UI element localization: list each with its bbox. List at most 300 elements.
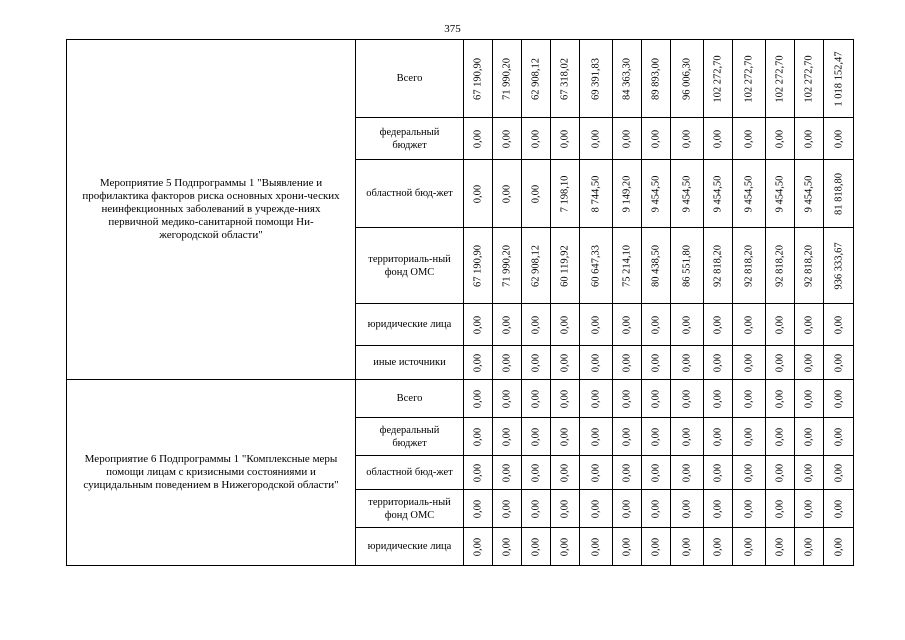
value-cell xyxy=(613,160,642,228)
value-cell xyxy=(580,346,613,380)
value-text: 0,00 xyxy=(530,129,542,148)
value-cell xyxy=(824,40,854,118)
value-cell xyxy=(824,456,854,490)
funding-source-label: юридические лица xyxy=(367,319,452,330)
value-text: 67 190,90 xyxy=(472,244,484,287)
value-text: 0,00 xyxy=(650,427,662,446)
value-text: 102 272,70 xyxy=(774,54,786,103)
value-cell xyxy=(766,228,795,304)
value-cell xyxy=(704,418,733,456)
value-text: 9 454,50 xyxy=(650,175,662,212)
value-cell xyxy=(493,456,522,490)
table-row xyxy=(67,40,854,118)
value-cell xyxy=(493,40,522,118)
value-text: 0,00 xyxy=(501,427,513,446)
value-cell xyxy=(464,160,493,228)
funding-source-cell xyxy=(356,528,464,566)
activity-title: Мероприятие 5 Подпрограммы 1 "Выявление и профилактика факторов риска основных хрони-ческих неинфекционных заболеваний в учрежде-ниях первичной медико-санитарной помощи Ни-жегородской области" xyxy=(82,177,340,241)
value-cell xyxy=(522,40,551,118)
value-cell xyxy=(580,490,613,528)
value-cell xyxy=(551,228,580,304)
value-cell xyxy=(795,118,824,160)
value-cell xyxy=(613,456,642,490)
value-text: 0,00 xyxy=(803,315,815,334)
value-text: 71 990,20 xyxy=(501,244,513,287)
value-text: 102 272,70 xyxy=(712,54,724,103)
value-text: 0,00 xyxy=(530,499,542,518)
value-cell xyxy=(613,304,642,346)
value-cell xyxy=(613,40,642,118)
value-text: 0,00 xyxy=(774,537,786,556)
value-text: 0,00 xyxy=(743,537,755,556)
value-text: 0,00 xyxy=(803,499,815,518)
value-text: 0,00 xyxy=(774,427,786,446)
value-text: 0,00 xyxy=(681,499,693,518)
value-cell xyxy=(671,528,704,566)
value-cell xyxy=(733,380,766,418)
value-text: 0,00 xyxy=(559,315,571,334)
value-cell xyxy=(551,418,580,456)
value-text: 0,00 xyxy=(472,315,484,334)
funding-source-label: иные источники xyxy=(373,357,446,368)
value-text: 0,00 xyxy=(743,499,755,518)
value-text: 0,00 xyxy=(774,499,786,518)
value-cell xyxy=(671,380,704,418)
funding-source-label: юридические лица xyxy=(367,541,452,552)
funding-source-cell xyxy=(356,118,464,160)
funding-table xyxy=(66,39,854,566)
value-cell xyxy=(642,418,671,456)
value-cell xyxy=(795,40,824,118)
value-text: 0,00 xyxy=(833,353,844,372)
value-cell xyxy=(493,228,522,304)
value-text: 0,00 xyxy=(621,499,633,518)
value-cell xyxy=(464,118,493,160)
value-cell xyxy=(522,490,551,528)
funding-source-label: территориаль-ный фонд ОМС xyxy=(368,496,451,521)
value-text: 0,00 xyxy=(621,427,633,446)
value-text: 0,00 xyxy=(501,463,513,482)
funding-source-label: федеральный бюджет xyxy=(379,126,440,151)
value-cell xyxy=(580,418,613,456)
value-cell xyxy=(522,160,551,228)
value-text: 0,00 xyxy=(833,427,844,446)
value-cell xyxy=(580,118,613,160)
value-cell xyxy=(613,380,642,418)
value-text: 1 018 152,47 xyxy=(833,50,844,107)
value-text: 0,00 xyxy=(530,389,542,408)
value-cell xyxy=(704,380,733,418)
value-cell xyxy=(704,304,733,346)
value-text: 9 454,50 xyxy=(681,175,693,212)
value-text: 9 454,50 xyxy=(743,175,755,212)
value-text: 0,00 xyxy=(833,129,844,148)
value-cell xyxy=(704,346,733,380)
value-text: 92 818,20 xyxy=(743,244,755,287)
value-cell xyxy=(642,528,671,566)
value-text: 0,00 xyxy=(712,129,724,148)
value-text: 0,00 xyxy=(774,463,786,482)
value-cell xyxy=(551,346,580,380)
value-text: 936 333,67 xyxy=(833,241,844,290)
value-cell xyxy=(733,528,766,566)
value-cell xyxy=(493,160,522,228)
value-text: 0,00 xyxy=(472,389,484,408)
value-text: 86 551,80 xyxy=(681,244,693,287)
value-cell xyxy=(795,456,824,490)
value-text: 0,00 xyxy=(712,499,724,518)
value-text: 69 391,83 xyxy=(590,57,602,100)
value-text: 0,00 xyxy=(559,537,571,556)
value-cell xyxy=(464,528,493,566)
value-text: 0,00 xyxy=(472,537,484,556)
value-text: 0,00 xyxy=(681,427,693,446)
value-text: 0,00 xyxy=(712,353,724,372)
value-text: 0,00 xyxy=(803,427,815,446)
funding-source-label: Всего xyxy=(396,393,423,404)
activity-title-cell xyxy=(67,40,356,380)
value-cell xyxy=(671,418,704,456)
value-text: 0,00 xyxy=(530,184,542,203)
value-cell xyxy=(580,528,613,566)
value-text: 0,00 xyxy=(530,463,542,482)
value-text: 0,00 xyxy=(501,389,513,408)
value-cell xyxy=(551,380,580,418)
value-cell xyxy=(733,456,766,490)
value-cell xyxy=(464,346,493,380)
value-text: 0,00 xyxy=(501,184,513,203)
value-text: 9 149,20 xyxy=(621,175,633,212)
value-text: 9 454,50 xyxy=(712,175,724,212)
value-cell xyxy=(551,490,580,528)
value-text: 0,00 xyxy=(530,427,542,446)
value-cell xyxy=(733,418,766,456)
value-text: 80 438,50 xyxy=(650,244,662,287)
value-text: 0,00 xyxy=(681,389,693,408)
funding-source-label: федеральный бюджет xyxy=(379,424,440,449)
value-cell xyxy=(551,160,580,228)
value-cell xyxy=(704,118,733,160)
value-cell xyxy=(464,418,493,456)
value-cell xyxy=(766,40,795,118)
value-text: 0,00 xyxy=(833,537,844,556)
value-cell xyxy=(551,528,580,566)
value-text: 0,00 xyxy=(590,129,602,148)
value-text: 0,00 xyxy=(743,389,755,408)
value-text: 0,00 xyxy=(590,389,602,408)
value-text: 0,00 xyxy=(590,499,602,518)
value-text: 0,00 xyxy=(650,129,662,148)
value-cell xyxy=(824,160,854,228)
funding-source-cell xyxy=(356,228,464,304)
value-cell xyxy=(551,40,580,118)
value-text: 0,00 xyxy=(559,389,571,408)
value-cell xyxy=(766,346,795,380)
funding-source-cell xyxy=(356,490,464,528)
value-text: 0,00 xyxy=(530,537,542,556)
value-text: 0,00 xyxy=(803,129,815,148)
value-text: 0,00 xyxy=(803,463,815,482)
value-text: 0,00 xyxy=(621,389,633,408)
value-text: 0,00 xyxy=(743,129,755,148)
value-cell xyxy=(551,456,580,490)
value-cell xyxy=(766,418,795,456)
value-cell xyxy=(464,490,493,528)
value-text: 0,00 xyxy=(621,315,633,334)
value-cell xyxy=(795,490,824,528)
value-cell xyxy=(733,228,766,304)
value-cell xyxy=(671,228,704,304)
value-cell xyxy=(642,160,671,228)
value-text: 102 272,70 xyxy=(803,54,815,103)
value-cell xyxy=(464,228,493,304)
value-text: 0,00 xyxy=(472,427,484,446)
value-cell xyxy=(766,118,795,160)
value-text: 96 006,30 xyxy=(681,57,693,100)
value-text: 0,00 xyxy=(833,499,844,518)
value-cell xyxy=(671,118,704,160)
value-text: 0,00 xyxy=(559,129,571,148)
value-text: 102 272,70 xyxy=(743,54,755,103)
value-text: 0,00 xyxy=(472,499,484,518)
value-cell xyxy=(464,456,493,490)
value-cell xyxy=(642,490,671,528)
value-cell xyxy=(733,304,766,346)
value-text: 0,00 xyxy=(501,499,513,518)
value-text: 0,00 xyxy=(833,315,844,334)
value-text: 0,00 xyxy=(803,537,815,556)
value-cell xyxy=(493,418,522,456)
value-text: 0,00 xyxy=(590,537,602,556)
funding-source-cell xyxy=(356,456,464,490)
value-text: 0,00 xyxy=(712,427,724,446)
value-text: 0,00 xyxy=(650,499,662,518)
value-text: 0,00 xyxy=(501,129,513,148)
value-cell xyxy=(824,228,854,304)
value-text: 62 908,12 xyxy=(530,244,542,287)
value-text: 0,00 xyxy=(590,427,602,446)
value-cell xyxy=(704,456,733,490)
value-cell xyxy=(795,528,824,566)
value-cell xyxy=(613,528,642,566)
value-cell xyxy=(795,418,824,456)
value-text: 0,00 xyxy=(650,315,662,334)
value-text: 84 363,30 xyxy=(621,57,633,100)
funding-source-cell xyxy=(356,40,464,118)
value-cell xyxy=(766,380,795,418)
value-cell xyxy=(824,380,854,418)
value-cell xyxy=(522,228,551,304)
value-cell xyxy=(580,456,613,490)
value-cell xyxy=(551,304,580,346)
funding-source-cell xyxy=(356,418,464,456)
value-text: 0,00 xyxy=(774,389,786,408)
value-text: 92 818,20 xyxy=(712,244,724,287)
value-cell xyxy=(795,160,824,228)
funding-source-cell xyxy=(356,160,464,228)
value-text: 0,00 xyxy=(681,129,693,148)
value-text: 0,00 xyxy=(621,353,633,372)
value-text: 0,00 xyxy=(530,353,542,372)
value-text: 67 318,02 xyxy=(559,57,571,100)
value-text: 0,00 xyxy=(501,353,513,372)
value-text: 0,00 xyxy=(833,463,844,482)
activity-title-cell xyxy=(67,380,356,566)
value-cell xyxy=(522,346,551,380)
value-cell xyxy=(671,490,704,528)
funding-source-cell xyxy=(356,346,464,380)
value-cell xyxy=(766,456,795,490)
value-text: 0,00 xyxy=(774,353,786,372)
value-cell xyxy=(580,380,613,418)
value-text: 0,00 xyxy=(559,499,571,518)
funding-source-label: Всего xyxy=(396,73,423,84)
value-cell xyxy=(642,304,671,346)
value-text: 0,00 xyxy=(472,184,484,203)
value-cell xyxy=(522,380,551,418)
value-cell xyxy=(580,40,613,118)
value-text: 0,00 xyxy=(559,427,571,446)
value-cell xyxy=(493,118,522,160)
value-cell xyxy=(493,490,522,528)
value-cell xyxy=(493,346,522,380)
value-cell xyxy=(493,528,522,566)
value-cell xyxy=(642,346,671,380)
value-cell xyxy=(464,40,493,118)
value-cell xyxy=(733,490,766,528)
value-text: 0,00 xyxy=(590,353,602,372)
funding-source-cell xyxy=(356,304,464,346)
value-cell xyxy=(642,456,671,490)
value-cell xyxy=(613,418,642,456)
value-cell xyxy=(613,228,642,304)
value-text: 0,00 xyxy=(501,315,513,334)
value-cell xyxy=(824,118,854,160)
value-cell xyxy=(642,40,671,118)
value-text: 0,00 xyxy=(774,129,786,148)
value-text: 0,00 xyxy=(743,315,755,334)
value-text: 0,00 xyxy=(650,537,662,556)
value-cell xyxy=(642,118,671,160)
table-row xyxy=(67,380,854,418)
value-text: 0,00 xyxy=(650,463,662,482)
value-cell xyxy=(671,304,704,346)
funding-source-label: областной бюд-жет xyxy=(366,467,453,478)
value-text: 0,00 xyxy=(472,129,484,148)
value-text: 0,00 xyxy=(774,315,786,334)
value-text: 62 908,12 xyxy=(530,57,542,100)
value-text: 0,00 xyxy=(621,537,633,556)
value-text: 0,00 xyxy=(501,537,513,556)
value-text: 0,00 xyxy=(743,463,755,482)
value-cell xyxy=(551,118,580,160)
value-text: 0,00 xyxy=(472,353,484,372)
value-cell xyxy=(824,304,854,346)
value-text: 0,00 xyxy=(681,537,693,556)
value-text: 0,00 xyxy=(621,129,633,148)
value-text: 0,00 xyxy=(712,463,724,482)
value-cell xyxy=(795,346,824,380)
value-text: 0,00 xyxy=(681,353,693,372)
value-cell xyxy=(704,40,733,118)
value-text: 81 818,80 xyxy=(833,172,844,215)
value-cell xyxy=(580,228,613,304)
funding-source-label: областной бюд-жет xyxy=(366,188,453,199)
funding-source-cell xyxy=(356,380,464,418)
value-cell xyxy=(795,304,824,346)
value-cell xyxy=(824,418,854,456)
value-cell xyxy=(493,304,522,346)
value-text: 60 647,33 xyxy=(590,244,602,287)
value-cell xyxy=(766,528,795,566)
value-cell xyxy=(795,228,824,304)
value-text: 0,00 xyxy=(681,315,693,334)
value-cell xyxy=(704,228,733,304)
value-cell xyxy=(824,346,854,380)
value-text: 67 190,90 xyxy=(472,57,484,100)
value-text: 0,00 xyxy=(712,389,724,408)
value-cell xyxy=(824,490,854,528)
value-text: 0,00 xyxy=(743,353,755,372)
value-text: 0,00 xyxy=(712,315,724,334)
value-cell xyxy=(766,304,795,346)
value-text: 9 454,50 xyxy=(774,175,786,212)
value-text: 71 990,20 xyxy=(501,57,513,100)
value-cell xyxy=(613,346,642,380)
value-text: 89 893,00 xyxy=(650,57,662,100)
value-cell xyxy=(522,528,551,566)
value-text: 0,00 xyxy=(650,353,662,372)
value-cell xyxy=(464,304,493,346)
activity-title: Мероприятие 6 Подпрограммы 1 "Комплексные меры помощи лицам с кризисными состояниями и суицидальным поведением в Нижегородской области" xyxy=(83,453,339,491)
value-cell xyxy=(733,118,766,160)
value-cell xyxy=(522,418,551,456)
value-cell xyxy=(493,380,522,418)
value-cell xyxy=(522,118,551,160)
value-text: 0,00 xyxy=(559,463,571,482)
value-cell xyxy=(704,528,733,566)
value-text: 0,00 xyxy=(803,389,815,408)
value-cell xyxy=(671,40,704,118)
value-cell xyxy=(464,380,493,418)
value-text: 75 214,10 xyxy=(621,244,633,287)
value-text: 7 198,10 xyxy=(559,175,571,212)
value-text: 0,00 xyxy=(681,463,693,482)
value-text: 0,00 xyxy=(472,463,484,482)
value-cell xyxy=(522,456,551,490)
value-cell xyxy=(580,160,613,228)
value-cell xyxy=(766,490,795,528)
value-text: 0,00 xyxy=(621,463,633,482)
value-text: 60 119,92 xyxy=(559,244,571,287)
value-cell xyxy=(704,490,733,528)
value-text: 0,00 xyxy=(590,315,602,334)
value-text: 0,00 xyxy=(559,353,571,372)
value-cell xyxy=(642,380,671,418)
page-number: 375 xyxy=(444,23,461,35)
value-text: 0,00 xyxy=(803,353,815,372)
value-cell xyxy=(795,380,824,418)
value-text: 0,00 xyxy=(833,389,844,408)
value-cell xyxy=(733,40,766,118)
value-cell xyxy=(824,528,854,566)
value-text: 0,00 xyxy=(712,537,724,556)
value-cell xyxy=(766,160,795,228)
value-text: 0,00 xyxy=(590,463,602,482)
value-text: 9 454,50 xyxy=(803,175,815,212)
funding-source-label: территориаль-ный фонд ОМС xyxy=(368,253,451,278)
value-cell xyxy=(733,160,766,228)
